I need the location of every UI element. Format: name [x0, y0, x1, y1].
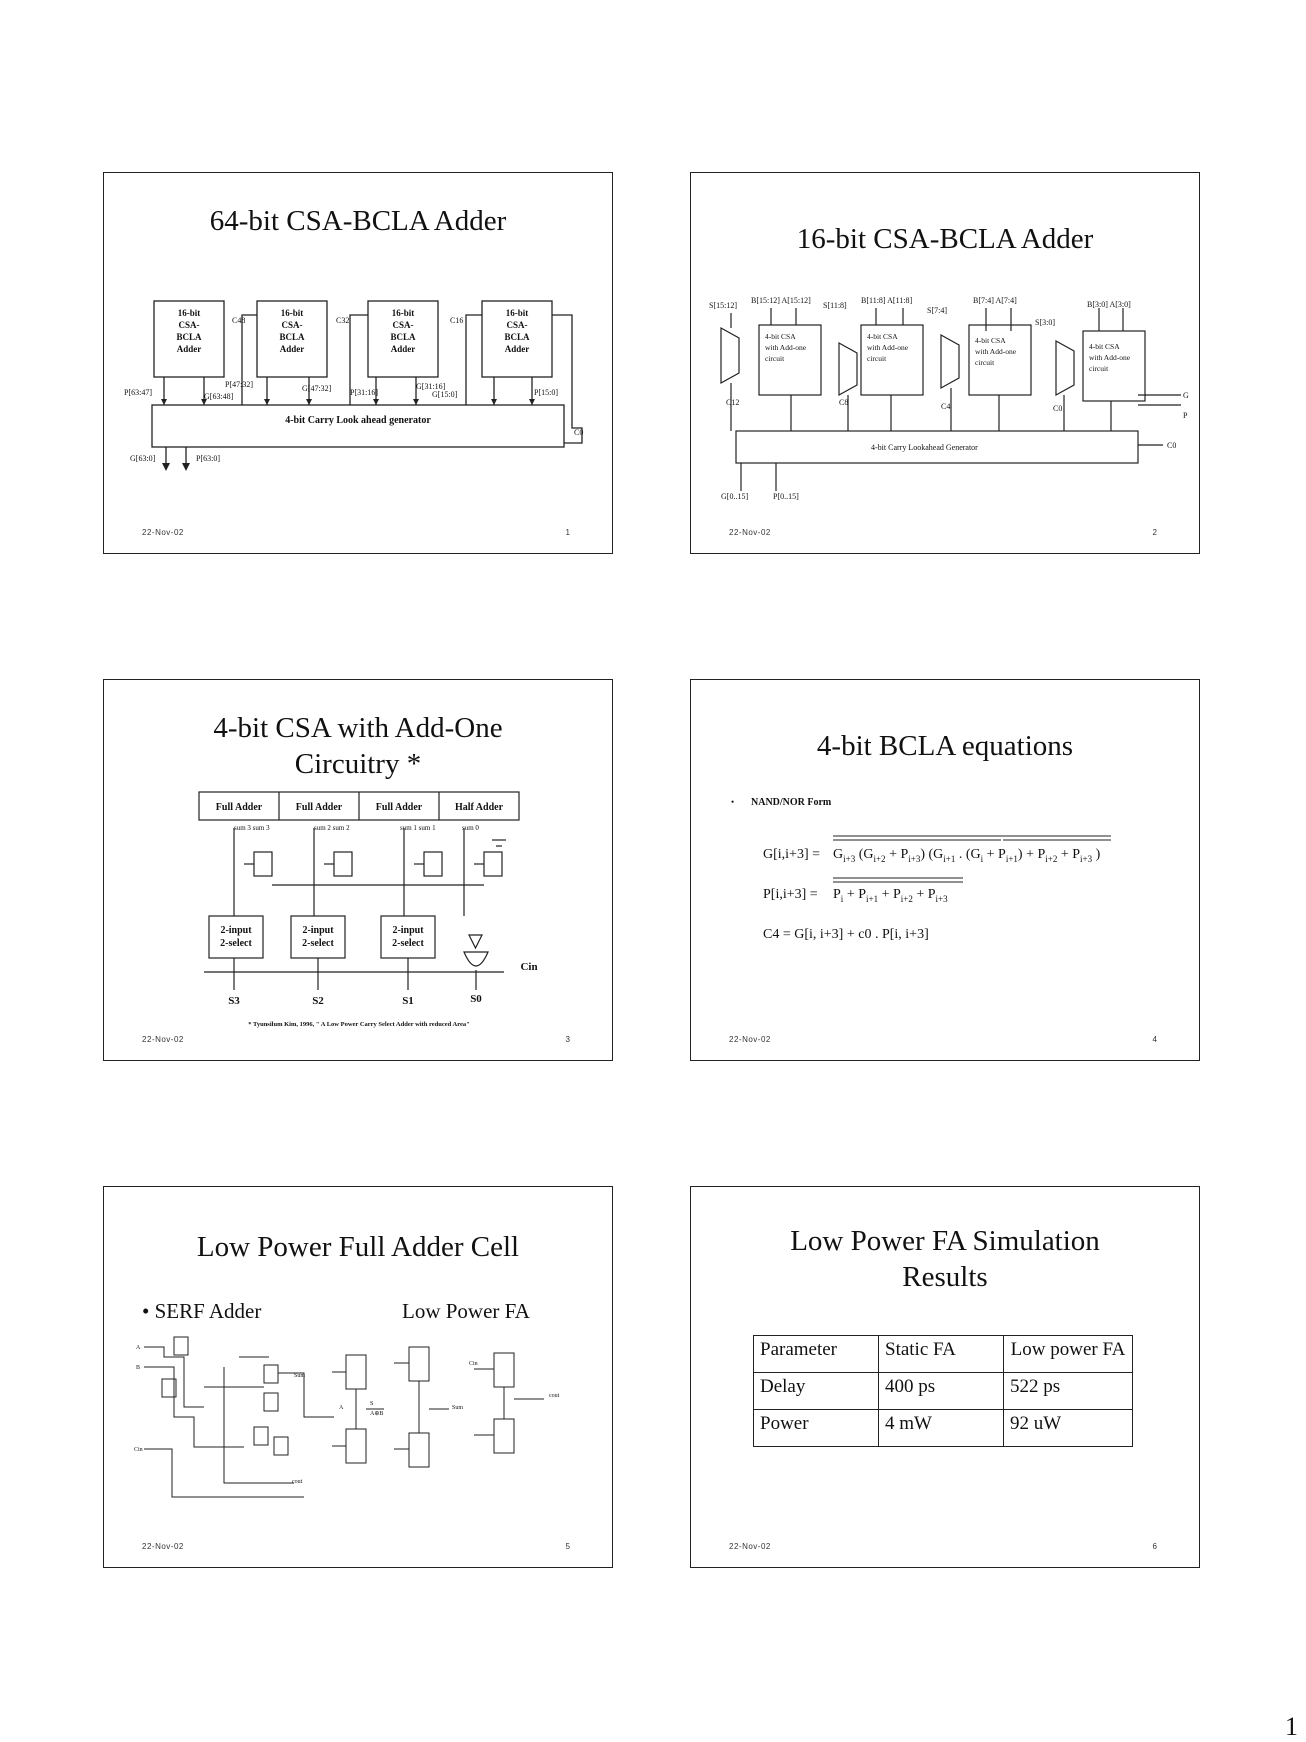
svg-text:P[63:47]: P[63:47] — [124, 388, 152, 397]
svg-text:with Add-one: with Add-one — [1089, 353, 1131, 362]
svg-text:B[7:4] A[7:4]: B[7:4] A[7:4] — [973, 296, 1017, 305]
svg-text:2-select: 2-select — [392, 938, 424, 949]
svg-text:sum 1 sum 1: sum 1 sum 1 — [400, 824, 436, 832]
header-cell: Half Adder — [454, 802, 504, 813]
svg-text:2-select: 2-select — [302, 938, 334, 949]
table-header-row — [754, 1336, 1133, 1373]
svg-text:S[3:0]: S[3:0] — [1035, 318, 1055, 327]
svg-text:G[15:0]: G[15:0] — [432, 390, 458, 399]
slide-number: 3 — [565, 1035, 570, 1044]
svg-text:with Add-one: with Add-one — [867, 343, 909, 352]
table-cell: Delay — [754, 1373, 879, 1410]
slide-2 — [690, 172, 1200, 554]
svg-text:circuit: circuit — [975, 358, 995, 367]
slide-date: 22-Nov-02 — [142, 528, 184, 537]
svg-text:cout: cout — [549, 1393, 560, 1399]
header-cell: Full Adder — [295, 802, 343, 813]
svg-text:Adder: Adder — [504, 344, 530, 354]
svg-text:circuit: circuit — [867, 354, 887, 363]
svg-text:circuit: circuit — [765, 354, 785, 363]
svg-text:CSA-: CSA- — [178, 320, 200, 330]
csa-circuit-diagram — [104, 680, 614, 1062]
svg-text:with Add-one: with Add-one — [765, 343, 807, 352]
svg-text:sum 2 sum 2: sum 2 sum 2 — [314, 824, 350, 832]
svg-text:4-bit Carry Look ahead generat: 4-bit Carry Look ahead generator — [285, 415, 431, 426]
svg-text:B[3:0] A[3:0]: B[3:0] A[3:0] — [1087, 300, 1131, 309]
svg-text:4-bit Carry Lookahead Generato: 4-bit Carry Lookahead Generator — [871, 443, 978, 452]
svg-text:16-bit: 16-bit — [280, 308, 304, 318]
cin-label: Cin — [520, 961, 538, 973]
svg-text:A⊕B: A⊕B — [370, 1411, 384, 1417]
table-cell: 92 uW — [1004, 1410, 1133, 1447]
svg-text:G[63:48]: G[63:48] — [204, 392, 234, 401]
svg-text:BCLA: BCLA — [176, 332, 202, 342]
svg-text:Sum: Sum — [294, 1373, 306, 1379]
bullet-text: SERF Adder — [154, 1299, 262, 1323]
svg-text:C16: C16 — [450, 316, 464, 325]
block-label: 16-bit — [177, 308, 201, 318]
svg-text:G[63:0]: G[63:0] — [130, 454, 156, 463]
slide-title: Low Power FA Simulation Results — [790, 1225, 1100, 1293]
results-table — [753, 1335, 1133, 1447]
svg-text:C0: C0 — [574, 428, 584, 437]
svg-text:2-input: 2-input — [220, 925, 252, 936]
svg-text:BCLA: BCLA — [504, 332, 530, 342]
block-diagram-64bit — [104, 173, 614, 555]
svg-text:P: P — [1183, 411, 1188, 420]
slide-date: 22-Nov-02 — [142, 1035, 184, 1044]
bullet-item: • SERF Adder — [142, 1299, 262, 1323]
svg-text:C12: C12 — [726, 398, 740, 407]
header-cell: Full Adder — [375, 802, 423, 813]
svg-text:C8: C8 — [839, 398, 849, 407]
svg-text:2-input: 2-input — [302, 925, 334, 936]
svg-text:S[11:8]: S[11:8] — [823, 301, 847, 310]
svg-text:C4: C4 — [941, 402, 951, 411]
slide-title: Low Power Full Adder Cell — [196, 1231, 520, 1263]
svg-text:A: A — [136, 1345, 141, 1351]
svg-text:sum 0: sum 0 — [462, 824, 479, 832]
svg-text:16-bit: 16-bit — [505, 308, 529, 318]
slide-title: 16-bit CSA-BCLA Adder — [796, 223, 1094, 255]
slide-4 — [690, 679, 1200, 1061]
right-label: Low Power FA — [402, 1299, 530, 1323]
svg-text:Adder: Adder — [390, 344, 416, 354]
slide-date: 22-Nov-02 — [729, 1542, 771, 1551]
svg-text:S[15:12]: S[15:12] — [709, 301, 737, 310]
slide-title: 64-bit CSA-BCLA Adder — [209, 205, 507, 237]
svg-text:Pi + Pi+1 + Pi+2 + Pi+3: $P_i + P_{i+1} + P_{i+2} + P_{i+3}$ — [833, 887, 948, 904]
slide-date: 22-Nov-02 — [729, 1035, 771, 1044]
page-number: 1 — [1285, 1712, 1298, 1741]
slide-title: 4-bit CSA with Add-One Circuitry * — [213, 712, 503, 780]
table-cell: 522 ps — [1004, 1373, 1133, 1410]
svg-text:CSA-: CSA- — [281, 320, 303, 330]
svg-text:C0: C0 — [1167, 441, 1177, 450]
svg-text:G[47:32]: G[47:32] — [302, 384, 332, 393]
svg-text:A: A — [339, 1405, 344, 1411]
svg-text:G[0..15]: G[0..15] — [721, 492, 749, 501]
slide-date: 22-Nov-02 — [729, 528, 771, 537]
svg-text:16-bit: 16-bit — [391, 308, 415, 318]
svg-text:G: G — [1183, 391, 1189, 400]
slide-number: 6 — [1152, 1542, 1157, 1551]
footnote: * Tyunsilum Kim, 1996, " A Low Power Carry Select Adder with reduced Area" — [248, 1021, 470, 1028]
svg-text:Adder: Adder — [176, 344, 202, 354]
svg-text:•: • — [731, 797, 735, 807]
slide-5 — [103, 1186, 613, 1568]
sum-label: S0 — [470, 993, 482, 1005]
table-row — [754, 1410, 1133, 1447]
svg-text:4-bit CSA: 4-bit CSA — [867, 332, 898, 341]
svg-text:cout: cout — [292, 1479, 303, 1485]
svg-text:B: B — [136, 1365, 141, 1371]
block-diagram-16bit — [691, 173, 1201, 555]
svg-text:with Add-one: with Add-one — [975, 347, 1017, 356]
svg-text:C0: C0 — [1053, 404, 1063, 413]
full-adder-schematics — [104, 1187, 614, 1569]
equation-p: P[i,i+3] = — [763, 887, 818, 902]
slide-number: 1 — [565, 528, 570, 537]
svg-text:P[15:0]: P[15:0] — [534, 388, 558, 397]
svg-text:G[31:16]: G[31:16] — [416, 382, 446, 391]
svg-text:P[47:32]: P[47:32] — [225, 380, 253, 389]
svg-text:C32: C32 — [336, 316, 350, 325]
svg-text:2-input: 2-input — [392, 925, 424, 936]
svg-text:4-bit CSA: 4-bit CSA — [1089, 342, 1120, 351]
slide-date: 22-Nov-02 — [142, 1542, 184, 1551]
sum-label: S1 — [402, 995, 414, 1007]
svg-text:Cin: Cin — [469, 1361, 478, 1367]
svg-text:C48: C48 — [232, 316, 246, 325]
svg-text:Cin: Cin — [134, 1447, 143, 1453]
slide-3 — [103, 679, 613, 1061]
slide-number: 4 — [1152, 1035, 1157, 1044]
svg-text:Gi+3 (Gi+2 + Pi+3) (Gi+1 . (Gi: $G_{i+3}$ $(G_{i+2} + P_{i+3})$ ($G_{i+1}$ . $(G_i + P_{i+1}) + P_{i+2} + P_{i+3}$ ) — [833, 847, 1101, 864]
slide-title: 4-bit BCLA equations — [816, 730, 1074, 762]
svg-text:P[31:16]: P[31:16] — [350, 388, 378, 397]
svg-text:BCLA: BCLA — [390, 332, 416, 342]
slide-6 — [690, 1186, 1200, 1568]
table-cell: Power — [754, 1410, 879, 1447]
slide-number: 5 — [565, 1542, 570, 1551]
table-cell: 400 ps — [879, 1373, 1004, 1410]
svg-text:B[15:12] A[15:12]: B[15:12] A[15:12] — [751, 296, 811, 305]
svg-text:sum 3 sum 3: sum 3 sum 3 — [234, 824, 270, 832]
table-header: Low power FA — [1004, 1336, 1133, 1373]
equation-c4: C4 = G[i, i+3] + c0 . P[i, i+3] — [763, 927, 929, 942]
svg-text:S: S — [370, 1401, 374, 1407]
table-row — [754, 1373, 1133, 1410]
sum-label: S3 — [228, 995, 240, 1007]
svg-text:Adder: Adder — [279, 344, 305, 354]
svg-text:CSA-: CSA- — [506, 320, 528, 330]
svg-text:CSA-: CSA- — [392, 320, 414, 330]
bullet-text: NAND/NOR Form — [751, 797, 832, 808]
table-header: Parameter — [754, 1336, 879, 1373]
slide-1 — [103, 172, 613, 554]
table-cell: 4 mW — [879, 1410, 1004, 1447]
equation-g: G[i,i+3] = — [763, 847, 821, 862]
svg-text:BCLA: BCLA — [279, 332, 305, 342]
sum-label: S2 — [312, 995, 324, 1007]
svg-text:P[0..15]: P[0..15] — [773, 492, 799, 501]
slide-number: 2 — [1152, 528, 1157, 537]
svg-text:circuit: circuit — [1089, 364, 1109, 373]
svg-text:P[63:0]: P[63:0] — [196, 454, 220, 463]
svg-text:4-bit CSA: 4-bit CSA — [765, 332, 796, 341]
svg-text:2-select: 2-select — [220, 938, 252, 949]
svg-text:B[11:8] A[11:8]: B[11:8] A[11:8] — [861, 296, 913, 305]
svg-text:4-bit CSA: 4-bit CSA — [975, 336, 1006, 345]
bclae-equations — [691, 680, 1201, 1062]
header-cell: Full Adder — [215, 802, 263, 813]
svg-text:S[7:4]: S[7:4] — [927, 306, 947, 315]
table-header: Static FA — [879, 1336, 1004, 1373]
svg-text:Sum: Sum — [452, 1405, 464, 1411]
